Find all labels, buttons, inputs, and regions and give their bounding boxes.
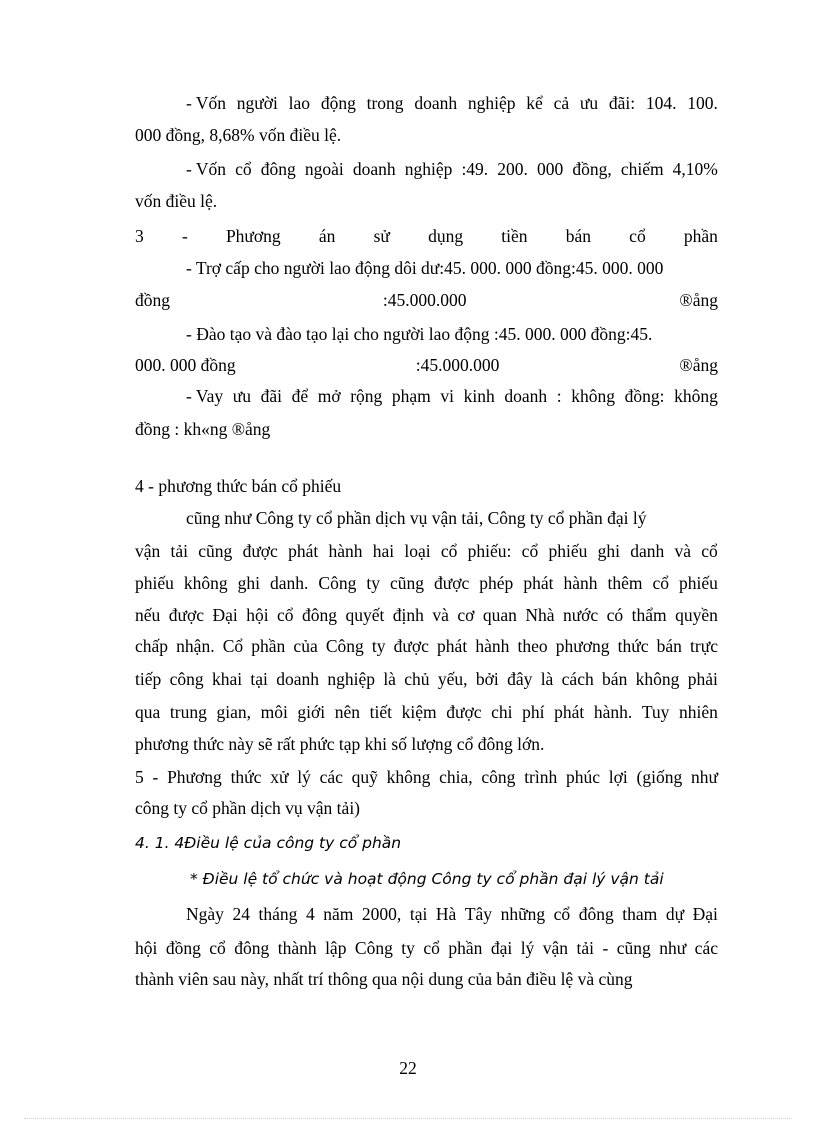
word: dụng (428, 226, 464, 246)
word: thẩm (631, 605, 667, 625)
word: mở (317, 386, 341, 406)
word: động (320, 93, 356, 113)
word: Hà (435, 904, 457, 924)
word: phần (251, 636, 286, 656)
text-line: - Trợ cấp cho người lao động dôi dư:45. 000. 000 đồng:45. 000. 000 (186, 258, 664, 278)
word: kiệm (401, 702, 437, 722)
word: danh (630, 541, 665, 561)
word: tại (250, 669, 268, 689)
word: tham (622, 904, 658, 924)
word: hội (135, 938, 158, 958)
word: ngoài (304, 159, 344, 179)
word: cổ (652, 573, 670, 593)
word: và (432, 605, 449, 625)
text-line (135, 572, 718, 594)
text-line: 000 đồng, 8,68% vốn điều lệ. (135, 125, 342, 145)
word: cổ (209, 938, 226, 958)
word: 4,10% (672, 159, 718, 179)
word: ty (371, 636, 386, 656)
word: chủ (404, 669, 430, 689)
word: ®ång (679, 355, 718, 375)
word: ghi (237, 573, 261, 593)
word: quỹ (351, 767, 378, 787)
word: không (183, 573, 228, 593)
word: Công (325, 636, 364, 656)
word: ty (401, 938, 415, 958)
word: nước (562, 605, 599, 625)
word: theo (517, 636, 548, 656)
word: doanh (414, 93, 458, 113)
word: cả (553, 93, 570, 113)
word: phần (683, 226, 718, 246)
text-line: phương thức này sẽ rất phức tạp khi số lượng cổ đông lớn. (135, 734, 545, 754)
word: :49. (461, 159, 489, 179)
word: cổ (235, 159, 252, 179)
word: của (293, 636, 318, 656)
word: được (393, 636, 429, 656)
word: cổ (440, 541, 458, 561)
word: Tuy (641, 702, 670, 722)
word: quyền (675, 605, 718, 625)
word: được (242, 541, 278, 561)
word: 3 (135, 226, 144, 246)
word: phạm (391, 386, 431, 406)
word: cũng (389, 573, 425, 593)
word: không (674, 386, 718, 406)
word: các (694, 938, 718, 958)
word: cổ (423, 938, 440, 958)
text-line: cũng như Công ty cổ phần dịch vụ vận tải, Công ty cổ phần đại lý (186, 508, 647, 528)
word: nên (334, 702, 361, 722)
word: phiếu (548, 541, 588, 561)
word: nghiệp (404, 159, 453, 179)
word: để (291, 386, 309, 406)
word: ưu (579, 93, 599, 113)
word: đông (260, 159, 296, 179)
text-line: thành viên sau này, nhất trí thông qua nội dung của bản điều lệ và cùng (135, 969, 633, 989)
word: không (571, 386, 615, 406)
word: - Vốn (186, 93, 227, 113)
word: thêm (607, 573, 643, 593)
text-line (135, 289, 718, 311)
word: đồng (165, 938, 201, 958)
word: tháng (258, 904, 298, 924)
word: ưu (232, 386, 251, 406)
word: :45.000.000 (415, 355, 500, 375)
word: giới (297, 702, 326, 722)
word: trong (366, 93, 404, 113)
word: chia, (439, 767, 473, 787)
word: không (386, 767, 431, 787)
word: là (383, 669, 396, 689)
word: thành (277, 938, 317, 958)
word: Đại (212, 605, 238, 625)
word: hành (475, 636, 510, 656)
word: ghi (597, 541, 620, 561)
word: là (540, 669, 554, 689)
word: tiết (369, 702, 393, 722)
word: hai (372, 541, 395, 561)
text-line: đồng : kh«ng ®ång (135, 419, 271, 439)
word: nghiệp (467, 93, 516, 113)
word: Đại (692, 904, 718, 924)
word: - (602, 938, 609, 958)
word: phép (479, 573, 514, 593)
word: danh. (270, 573, 309, 593)
word: Nhà (525, 605, 555, 625)
word: doanh (352, 159, 396, 179)
word: vận (135, 541, 161, 561)
word: phương (555, 636, 610, 656)
word: cổ (521, 541, 539, 561)
word: cổ (277, 605, 294, 625)
word: 100. (687, 93, 718, 113)
word: Phương (167, 767, 222, 787)
word: lý (297, 767, 311, 787)
text-line: * Điều lệ tổ chức và hoạt động Công ty cổ phần đại lý vận tải (190, 870, 664, 888)
word: hành (563, 573, 598, 593)
text-line: - Đào tạo và đào tạo lại cho người lao động :45. 000. 000 đồng:45. (186, 324, 653, 344)
word: hành. (593, 702, 633, 722)
word: được (168, 605, 204, 625)
word: - Vay (186, 386, 224, 406)
word: ®ång (679, 290, 718, 310)
word: Cổ (222, 636, 244, 656)
word: Ngày (186, 904, 224, 924)
word: phát (523, 573, 554, 593)
word: bán (602, 669, 628, 689)
word: nghiệp (327, 669, 375, 689)
word: những (500, 904, 546, 924)
text-line (135, 635, 718, 657)
word: phải (687, 669, 718, 689)
word: khai (211, 669, 243, 689)
word: loại (404, 541, 431, 561)
word: 2000, (361, 904, 402, 924)
word: thức (230, 767, 262, 787)
text-line: 4 - phương thức bán cổ phiếu (135, 476, 342, 496)
word: cơ (457, 605, 475, 625)
word: cổ (701, 541, 718, 561)
word: 104. (645, 93, 677, 113)
word: phiếu (679, 573, 718, 593)
word: trung (169, 702, 207, 722)
word: vi (440, 386, 455, 406)
word: qua (135, 702, 161, 722)
word: phúc (566, 767, 601, 787)
word: cổ (553, 904, 571, 924)
word: trực (690, 636, 718, 656)
word: không (635, 669, 680, 689)
word: có (606, 605, 624, 625)
word: rộng (350, 386, 383, 406)
word: 000 (537, 159, 564, 179)
word: lao (288, 93, 311, 113)
word: cũng (616, 938, 651, 958)
word: công (169, 669, 204, 689)
word: thức (617, 636, 649, 656)
word: Tây (464, 904, 493, 924)
word: đồng, (572, 159, 612, 179)
word: kinh (463, 386, 495, 406)
word: cũng (198, 541, 233, 561)
word: :45.000.000 (382, 290, 467, 310)
word: quyết (345, 605, 385, 625)
text-line (135, 766, 718, 788)
text-line: vốn điều lệ. (135, 191, 218, 211)
word: bởi (475, 669, 499, 689)
text-line (135, 937, 718, 959)
word: doanh (276, 669, 320, 689)
word: đại (490, 938, 513, 958)
word: bán (565, 226, 591, 246)
text-line (135, 701, 718, 723)
word: được (446, 702, 482, 722)
word: ty (366, 573, 380, 593)
word: phát (288, 541, 319, 561)
word: án (318, 226, 336, 246)
word: kể (526, 93, 543, 113)
word: 200. (497, 159, 528, 179)
word: nhiên (679, 702, 718, 722)
word: yếu, (437, 669, 468, 689)
word: như (659, 938, 687, 958)
word: và (674, 541, 692, 561)
text-line (135, 604, 718, 626)
text-line (135, 225, 718, 247)
word: năm (323, 904, 354, 924)
word: trình (524, 767, 558, 787)
word: lập (325, 938, 347, 958)
word: hành (328, 541, 363, 561)
word: đãi (260, 386, 282, 406)
word: 24 (232, 904, 250, 924)
word: : (556, 386, 562, 406)
word: đông (234, 938, 270, 958)
word: tải (170, 541, 189, 561)
word: đông (302, 605, 337, 625)
word: phát (554, 702, 585, 722)
word: doanh (504, 386, 548, 406)
page-number: 22 (399, 1058, 417, 1078)
word: môi (260, 702, 288, 722)
word: phiếu: (467, 541, 512, 561)
word: chiếm (620, 159, 664, 179)
word: quan (482, 605, 517, 625)
word: tiền (501, 226, 528, 246)
word: tải (576, 938, 594, 958)
word: tiếp (135, 669, 162, 689)
word: Công (318, 573, 357, 593)
word: đãi: (608, 93, 636, 113)
text-line (186, 92, 718, 114)
word: Công (354, 938, 393, 958)
word: tại (409, 904, 428, 924)
word: lợi (608, 767, 628, 787)
word: đông (578, 904, 614, 924)
word: công (481, 767, 516, 787)
word: sử (373, 226, 390, 246)
word: (giống (636, 767, 683, 787)
word: nếu (135, 605, 161, 625)
word: phí (522, 702, 545, 722)
word: người (236, 93, 278, 113)
word: các (319, 767, 343, 787)
text-line (135, 668, 718, 690)
word: 4 (305, 904, 315, 924)
word: cách (561, 669, 594, 689)
word: gian, (216, 702, 251, 722)
word: nhận. (176, 636, 215, 656)
word: dự (665, 904, 685, 924)
word: - (152, 767, 159, 787)
word: phát (437, 636, 468, 656)
text-line (186, 385, 718, 407)
word: - (181, 226, 188, 246)
word: xử (270, 767, 289, 787)
word: 000. 000 đồng (135, 355, 236, 375)
page-bottom-divider (24, 1118, 792, 1119)
word: định (392, 605, 424, 625)
word: được (434, 573, 470, 593)
word: - Vốn (186, 159, 227, 179)
text-line (186, 158, 718, 180)
text-line (186, 903, 718, 925)
word: phiếu (135, 573, 174, 593)
text-line (135, 354, 718, 376)
word: vận (542, 938, 569, 958)
text-line (135, 540, 718, 562)
word: phần (448, 938, 483, 958)
word: 5 (135, 767, 144, 787)
word: cổ (629, 226, 646, 246)
word: đồng (135, 290, 170, 310)
word: đồng: (624, 386, 665, 406)
word: Phương (225, 226, 281, 246)
word: lý (520, 938, 535, 958)
word: bán (656, 636, 682, 656)
word: chấp (135, 636, 169, 656)
word: như (690, 767, 718, 787)
word: hội (246, 605, 269, 625)
word: chi (491, 702, 513, 722)
word: đây (507, 669, 533, 689)
text-line: 4. 1. 4Điều lệ của công ty cổ phần (135, 834, 402, 852)
text-line: công ty cổ phần dịch vụ vận tải) (135, 798, 361, 818)
